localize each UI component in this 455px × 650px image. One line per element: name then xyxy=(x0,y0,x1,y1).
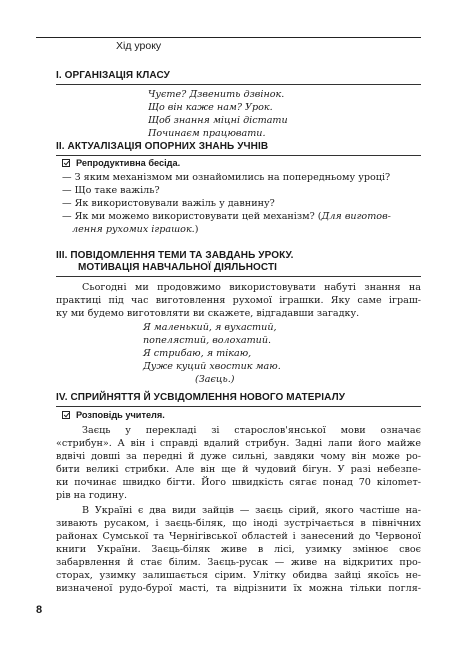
riddle-line: Дуже куций хвостик маю. xyxy=(143,361,281,372)
poem-line: Чуєте? Дзвенить дзвінок. xyxy=(148,89,285,100)
question-item: — Як використовували важіль у давнину? xyxy=(62,198,275,209)
section-2-title: ІІ. АКТУАЛІЗАЦІЯ ОПОРНИХ ЗНАНЬ УЧНІВ xyxy=(56,141,269,152)
section-2-rule xyxy=(56,155,421,156)
hare-paragraph-2 xyxy=(56,504,421,595)
riddle-line: попелястий, волохатий. xyxy=(143,335,272,346)
riddle-poem xyxy=(143,321,281,386)
section-3-title-line1: ІІІ. ПОВІДОМЛЕННЯ ТЕМИ ТА ЗАВДАНЬ УРОКУ. xyxy=(56,250,294,261)
riddle-line: Я стрибаю, я тікаю, xyxy=(143,348,252,359)
question-item-continued: лення рухомих іграшок.) xyxy=(72,224,199,235)
subheading-teacher-story xyxy=(62,410,165,420)
paragraph-line: сторах, узимку залишається сірим. Улітку обидва зайці якоїсь не- xyxy=(56,570,421,581)
question-item: — Що таке важіль? xyxy=(62,185,160,196)
paragraph-line: рів на годину. xyxy=(56,490,128,501)
section-1-rule xyxy=(56,84,421,85)
section-3-rule xyxy=(56,276,421,277)
checkbox-icon xyxy=(62,159,70,167)
paragraph-line: Заєць у перекладі зі старослов'янської мови означає xyxy=(82,425,421,436)
paragraph-line: визначеної рудо-бурої масті, та відрізнити їх можна тільки погля- xyxy=(56,583,421,594)
greeting-poem xyxy=(148,88,288,140)
poem-line: Починаєм працювати. xyxy=(148,128,266,139)
riddle-answer: (Заєць.) xyxy=(195,374,235,385)
subheading-label: Розповідь учителя. xyxy=(76,410,165,420)
paragraph-line: вдвічі довші за передні й дуже сильні, завдяки чому він може ро- xyxy=(56,451,421,462)
paragraph-line: районах Сумської та Чернігівської областей і занесений до Червоної xyxy=(56,531,421,542)
paragraph-line: ки починає швидко бігти. Його швидкість сягає понад 70 кілomет- xyxy=(56,477,421,488)
paragraph-line: книги України. Заєць-біляк живе в лісі, узимку змінює своє xyxy=(56,544,421,555)
question-item: — З яким механізмом ми ознайомились на попередньому уроці? xyxy=(62,172,391,183)
section-4-title: IV. СПРИЙНЯТТЯ Й УСВІДОМЛЕННЯ НОВОГО МАТЕРІАЛУ xyxy=(56,392,346,403)
paragraph-line: Сьогодні ми продовжимо використовувати набуті знання на xyxy=(82,282,421,293)
poem-line: Щоб знання міцні дістати xyxy=(148,115,288,126)
subheading-reproductive xyxy=(62,158,180,168)
paragraph-line: забарвлення й стає білим. Заєць-русак — живе на відкритих про- xyxy=(56,557,421,568)
subheading-label: Репродуктивна бесіда. xyxy=(76,158,181,168)
riddle-line: Я маленький, я вухастий, xyxy=(143,322,277,333)
paragraph-line: практиці під час виготовлення рухомої іграшки. Яку саме іграш- xyxy=(56,295,421,306)
section-3-title xyxy=(56,250,421,274)
paragraph-line: бити великі стрибки. Але він ще й чудовий бігун. У разі небезпе- xyxy=(56,464,421,475)
running-header: Хід уроку xyxy=(116,40,162,52)
paragraph-line: ку ми будемо виготовляти ви скажете, відгадавши загадку. xyxy=(56,308,360,319)
paragraph-line: зивають русаком, і заєць-біляк, що іноді зустрічається в північних xyxy=(56,518,421,529)
poem-line: Що він каже нам? Урок. xyxy=(148,102,273,113)
paragraph-line: «стрибун». А він і справді вдалий стрибун. Задні лапи його майже xyxy=(56,438,421,449)
question-item: — Як ми можемо використовувати цей механізм? (Для виготов- xyxy=(62,211,391,222)
hare-paragraph-1 xyxy=(56,424,421,502)
checkbox-icon xyxy=(62,411,70,419)
header-rule xyxy=(36,37,421,38)
section-3-title-line2: МОТИВАЦІЯ НАВЧАЛЬНОЇ ДІЯЛЬНОСТІ xyxy=(78,262,278,273)
section-1-title: І. ОРГАНІЗАЦІЯ КЛАСУ xyxy=(56,70,170,81)
intro-paragraph xyxy=(56,281,421,320)
page-number: 8 xyxy=(36,604,43,616)
question-list xyxy=(62,171,422,236)
section-4-rule xyxy=(56,406,421,407)
paragraph-line: В Україні є два види зайців — заєць сірий, якого частіше на- xyxy=(82,505,421,516)
